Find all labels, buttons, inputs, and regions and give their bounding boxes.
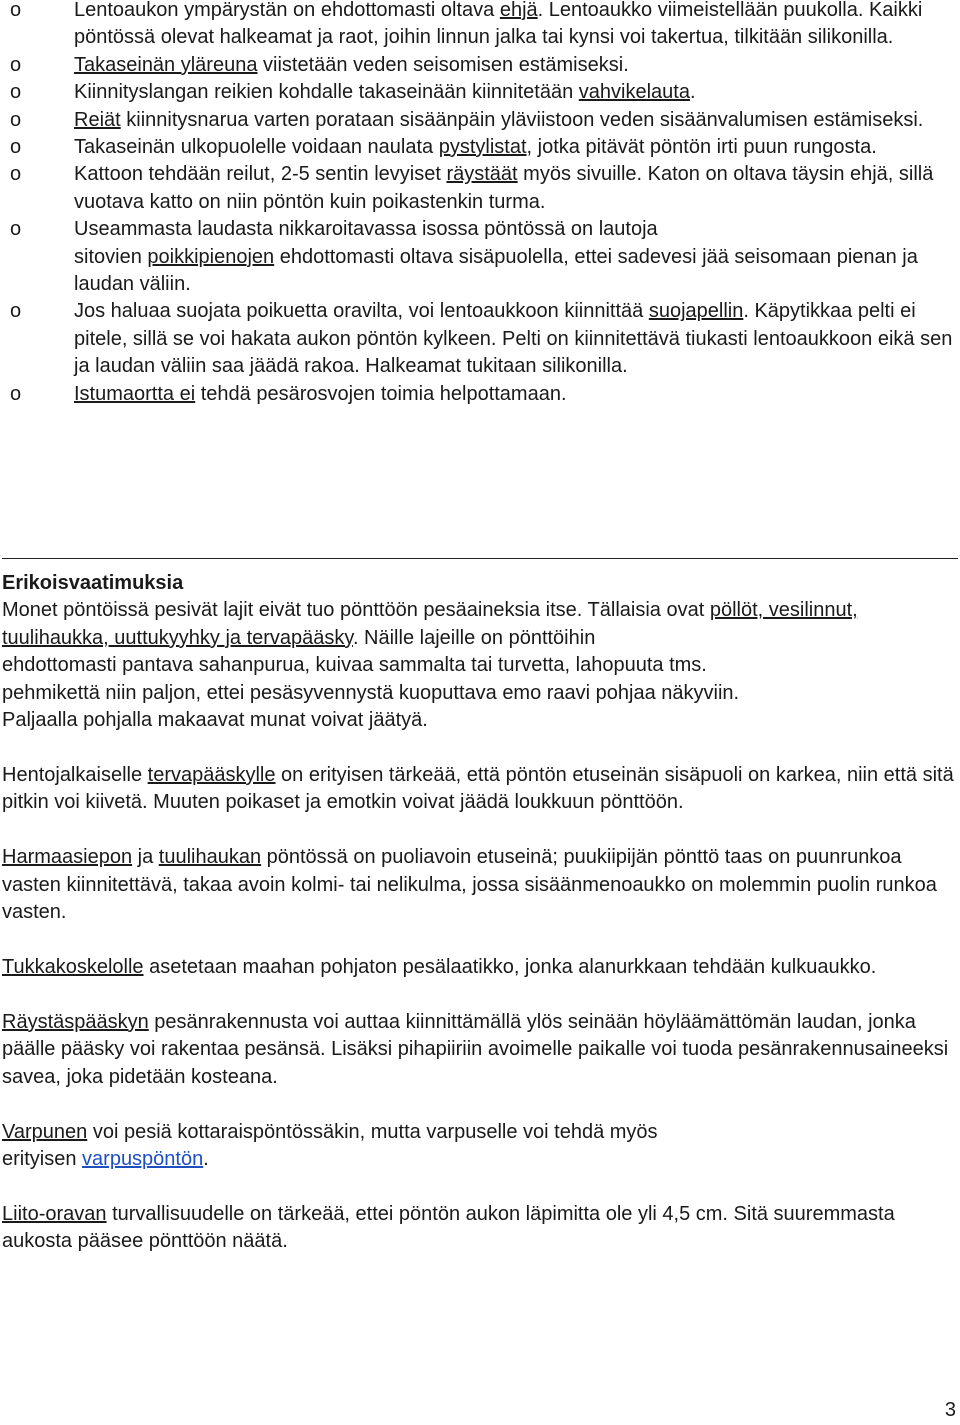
- link-poikkipienojen[interactable]: poikkipienojen: [147, 245, 275, 268]
- list-item: [0, 381, 960, 408]
- paragraph-text: erityisen: [2, 1148, 83, 1170]
- link-liito-oravan[interactable]: Liito-oravan: [2, 1202, 107, 1225]
- item-text: Lentoaukon ympärystän on ehdottomasti oltava: [74, 0, 500, 21]
- item-text: kiinnitysnarua varten porataan sisäänpäin yläviistoon veden sisäänvalumisen estämiseksi.: [120, 108, 924, 131]
- list-item: [0, 134, 960, 161]
- list-item: [0, 298, 960, 380]
- bullet-marker: o: [10, 218, 22, 241]
- link-varpunen[interactable]: Varpunen: [2, 1120, 88, 1143]
- paragraph-text: turvallisuudelle on tärkeää, ettei pöntön aukon läpimitta ole yli 4,5 cm. Sitä suuremmasta aukosta pääsee pönttöön näätä.: [2, 1202, 895, 1253]
- list-item: [0, 216, 960, 298]
- paragraph-text: .: [203, 1148, 209, 1170]
- section-heading: Erikoisvaatimuksia: [2, 572, 184, 594]
- item-text: . Lentoaukko viimeistellään puukolla. Kaikki pöntössä olevat halkeamat ja raot, joihin linnun jalka tai kynsi voi takertua, tilkitään silikonilla.: [74, 0, 923, 49]
- item-text: tehdä pesärosvojen toimia helpottamaan.: [195, 382, 567, 405]
- bullet-list: [0, 0, 960, 408]
- section-divider: [2, 558, 958, 559]
- link-raystaspaaskyn[interactable]: Räystäspääskyn: [2, 1010, 149, 1033]
- bullet-marker: o: [10, 108, 22, 131]
- link-harmaasiepon[interactable]: Harmaasiepon: [2, 846, 133, 869]
- link-tuulihaukan[interactable]: tuulihaukan: [158, 846, 262, 869]
- link-takaseinan-ylareuna[interactable]: Takaseinän yläreuna: [74, 53, 258, 76]
- bullet-marker: o: [10, 136, 22, 159]
- paragraph: [2, 844, 956, 926]
- paragraph: [2, 597, 956, 734]
- paragraph: [2, 1119, 956, 1174]
- paragraph-text: pesänrakennusta voi auttaa kiinnittämällä ylös seinään höyläämättömän laudan, jonka päälle pääsky voi rakentaa pesänsä. Lisäksi pihapiiriin avoimelle paikalle voi tuoda pesänrakennusaineeksi savea, joka pidetään kosteana.: [2, 1010, 949, 1088]
- link-tukkakoskelolle[interactable]: Tukkakoskelolle: [2, 955, 144, 978]
- bullet-marker: o: [10, 163, 22, 186]
- list-item: [0, 79, 960, 106]
- paragraph-text: voi pesiä kottaraispöntössäkin, mutta varpuselle voi tehdä myös: [87, 1120, 658, 1143]
- bullet-marker: o: [10, 300, 22, 323]
- link-pystylistat[interactable]: pystylistat: [438, 136, 527, 159]
- list-item: [0, 52, 960, 79]
- paragraph: [2, 1009, 956, 1091]
- paragraph-text: . Näille lajeille on pönttöihin: [352, 626, 596, 649]
- paragraph-text: ja: [132, 846, 159, 869]
- item-text: . Käpytikkaa pelti ei pitele, sillä se voi hakata aukon pöntön kylkeen. Pelti on kiinnitettävä tiukasti lentoaukkoon eikä sen ja laudan väliin saa jäädä rakoa. Halkeamat tukitaan silikonilla.: [74, 300, 953, 378]
- link-vahvikelauta[interactable]: vahvikelauta: [578, 81, 690, 104]
- paragraph-text: Hentojalkaiselle: [2, 763, 148, 786]
- paragraph-text: Monet pöntöissä pesivät lajit eivät tuo pönttöön pesäaineksia itse. Tällaisia ovat: [2, 599, 710, 622]
- item-text: sitovien: [74, 245, 148, 268]
- item-text: Kattoon tehdään reilut, 2-5 sentin levyiset: [74, 163, 447, 186]
- link-suojapellin[interactable]: suojapellin: [648, 300, 744, 323]
- link-istumaortta-ei[interactable]: Istumaortta ei: [74, 382, 196, 405]
- paragraph-text: pehmikettä niin paljon, ettei pesäsyvennystä kuoputtava emo raavi pohjaa näkyviin.: [2, 681, 740, 704]
- bullet-marker: o: [10, 0, 22, 21]
- item-text: Useammasta laudasta nikkaroitavassa isossa pöntössä on lautoja: [74, 218, 658, 241]
- bullet-marker: o: [10, 382, 22, 405]
- paragraph: [2, 1201, 956, 1256]
- paragraph-text: ehdottomasti pantava sahanpurua, kuivaa sammalta tai turvetta, lahopuuta tms.: [2, 654, 707, 677]
- item-text: Jos haluaa suojata poikuetta oravilta, voi lentoaukkoon kiinnittää: [74, 300, 649, 323]
- item-text: Takaseinän ulkopuolelle voidaan naulata: [74, 136, 439, 159]
- paragraph-text: Paljaalla pohjalla makaavat munat voivat jäätyä.: [2, 709, 428, 732]
- bullet-marker: o: [10, 53, 22, 76]
- item-text: myös sivuille. Katon on oltava täysin ehjä, sillä vuotava katto on niin pöntön kuin poikastenkin turma.: [74, 163, 934, 213]
- link-raystaat[interactable]: räystäät: [446, 163, 518, 186]
- item-text: , jotka pitävät pöntön irti puun rungosta.: [526, 136, 877, 159]
- link-ehja[interactable]: ehjä: [499, 0, 538, 21]
- page-number: 3: [944, 1399, 956, 1421]
- link-tervapaaskylle[interactable]: tervapääskylle: [147, 763, 276, 786]
- paragraph: [2, 954, 956, 981]
- list-item: [0, 107, 960, 134]
- link-varpuspontton[interactable]: varpuspöntön: [82, 1148, 204, 1170]
- bullet-marker: o: [10, 81, 22, 104]
- paragraph-text: pöntössä on puoliavoin etuseinä; puukiipijän pönttö taas on puunrunkoa vasten kiinnitettävä, takaa avoin kolmi- tai nelikulma, jossa sisäänmenoaukko on molemmin puolin runkoa vasten.: [2, 846, 937, 924]
- list-item: [0, 0, 960, 52]
- paragraph-text: asetetaan maahan pohjaton pesälaatikko, jonka alanurkkaan tehdään kulkuaukko.: [143, 955, 877, 978]
- section-erikoisvaatimuksia: [2, 570, 956, 1256]
- item-text: .: [689, 81, 696, 104]
- item-text: viistetään veden seisomisen estämiseksi.: [257, 53, 629, 76]
- link-reiat[interactable]: Reiät: [74, 108, 121, 131]
- item-text: ehdottomasti oltava sisäpuolella, ettei sadevesi jää seisomaan pienan ja laudan väliin.: [74, 245, 918, 296]
- paragraph-text: on erityisen tärkeää, että pöntön etuseinän sisäpuoli on karkea, niin että sitä pitkin voi kiivetä. Muuten poikaset ja emotkin voivat jäädä loukkuun pönttöön.: [2, 763, 954, 814]
- item-text: Kiinnityslangan reikien kohdalle takaseinään kiinnitetään: [74, 81, 579, 104]
- link-species-list[interactable]: pöllöt, vesilinnut, tuulihaukka, uuttukyyhky ja tervapääsky: [2, 599, 858, 649]
- paragraph: [2, 762, 956, 817]
- list-item: [0, 161, 960, 216]
